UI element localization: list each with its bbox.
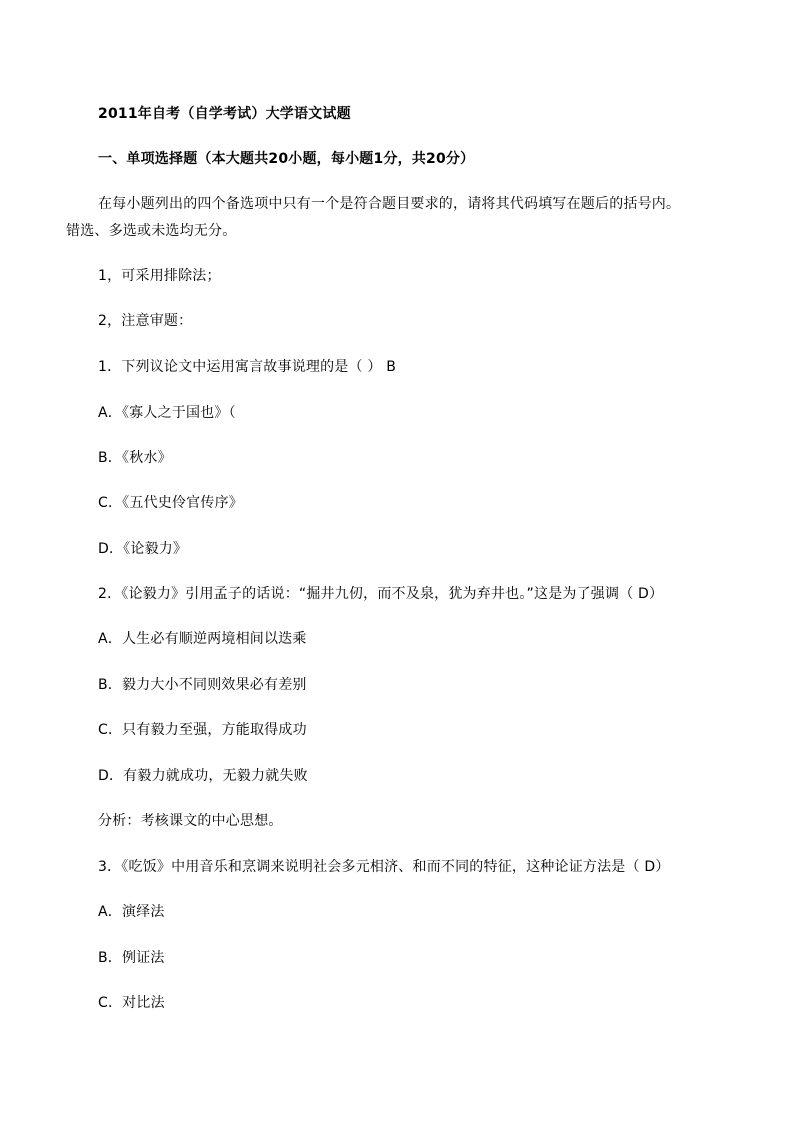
question-2-option-a: A．人生必有顺逆两境相间以迭乘 bbox=[98, 631, 307, 647]
page-title: 2011年自考（自学考试）大学语文试题 bbox=[98, 106, 351, 122]
question-2-option-c: C．只有毅力至强，方能取得成功 bbox=[98, 722, 307, 738]
tip-item: 1，可采用排除法； bbox=[98, 268, 221, 284]
question-1-stem: 1．下列议论文中运用寓言故事说理的是（ ） B bbox=[98, 359, 397, 375]
question-3-option-c: C．对比法 bbox=[98, 995, 165, 1011]
section-heading: 一、单项选择题（本大题共20小题，每小题1分，共20分） bbox=[98, 151, 475, 167]
tip-item: 2，注意审题： bbox=[98, 313, 193, 329]
instruction-line-1: 在每小题列出的四个备选项中只有一个是符合题目要求的，请将其代码填写在题后的括号内。 bbox=[98, 196, 681, 212]
question-2-analysis: 分析：考核课文的中心思想。 bbox=[98, 813, 283, 829]
question-1-option-d: D．《论毅力》 bbox=[98, 541, 188, 557]
question-2-option-b: B．毅力大小不同则效果必有差别 bbox=[98, 677, 307, 693]
question-1-option-a: A．《寡人之于国也》（ bbox=[98, 405, 236, 421]
question-2-stem: 2．《论毅力》引用孟子的话说：“掘井九仞，而不及泉，犹为弃井也。”这是为了强调（ D） bbox=[98, 586, 664, 602]
question-1-option-c: C．《五代史伶官传序》 bbox=[98, 495, 243, 511]
question-2-option-d: D．有毅力就成功，无毅力就失败 bbox=[98, 768, 308, 784]
question-1-option-b: B．《秋水》 bbox=[98, 450, 172, 466]
question-3-option-b: B．例证法 bbox=[98, 950, 165, 966]
question-3-stem: 3．《吃饭》中用音乐和烹调来说明社会多元相济、和而不同的特征，这种论证方法是（ D） bbox=[98, 859, 670, 875]
question-3-option-a: A．演绎法 bbox=[98, 904, 165, 920]
instruction-line-2: 错选、多选或未选均无分。 bbox=[66, 223, 237, 239]
